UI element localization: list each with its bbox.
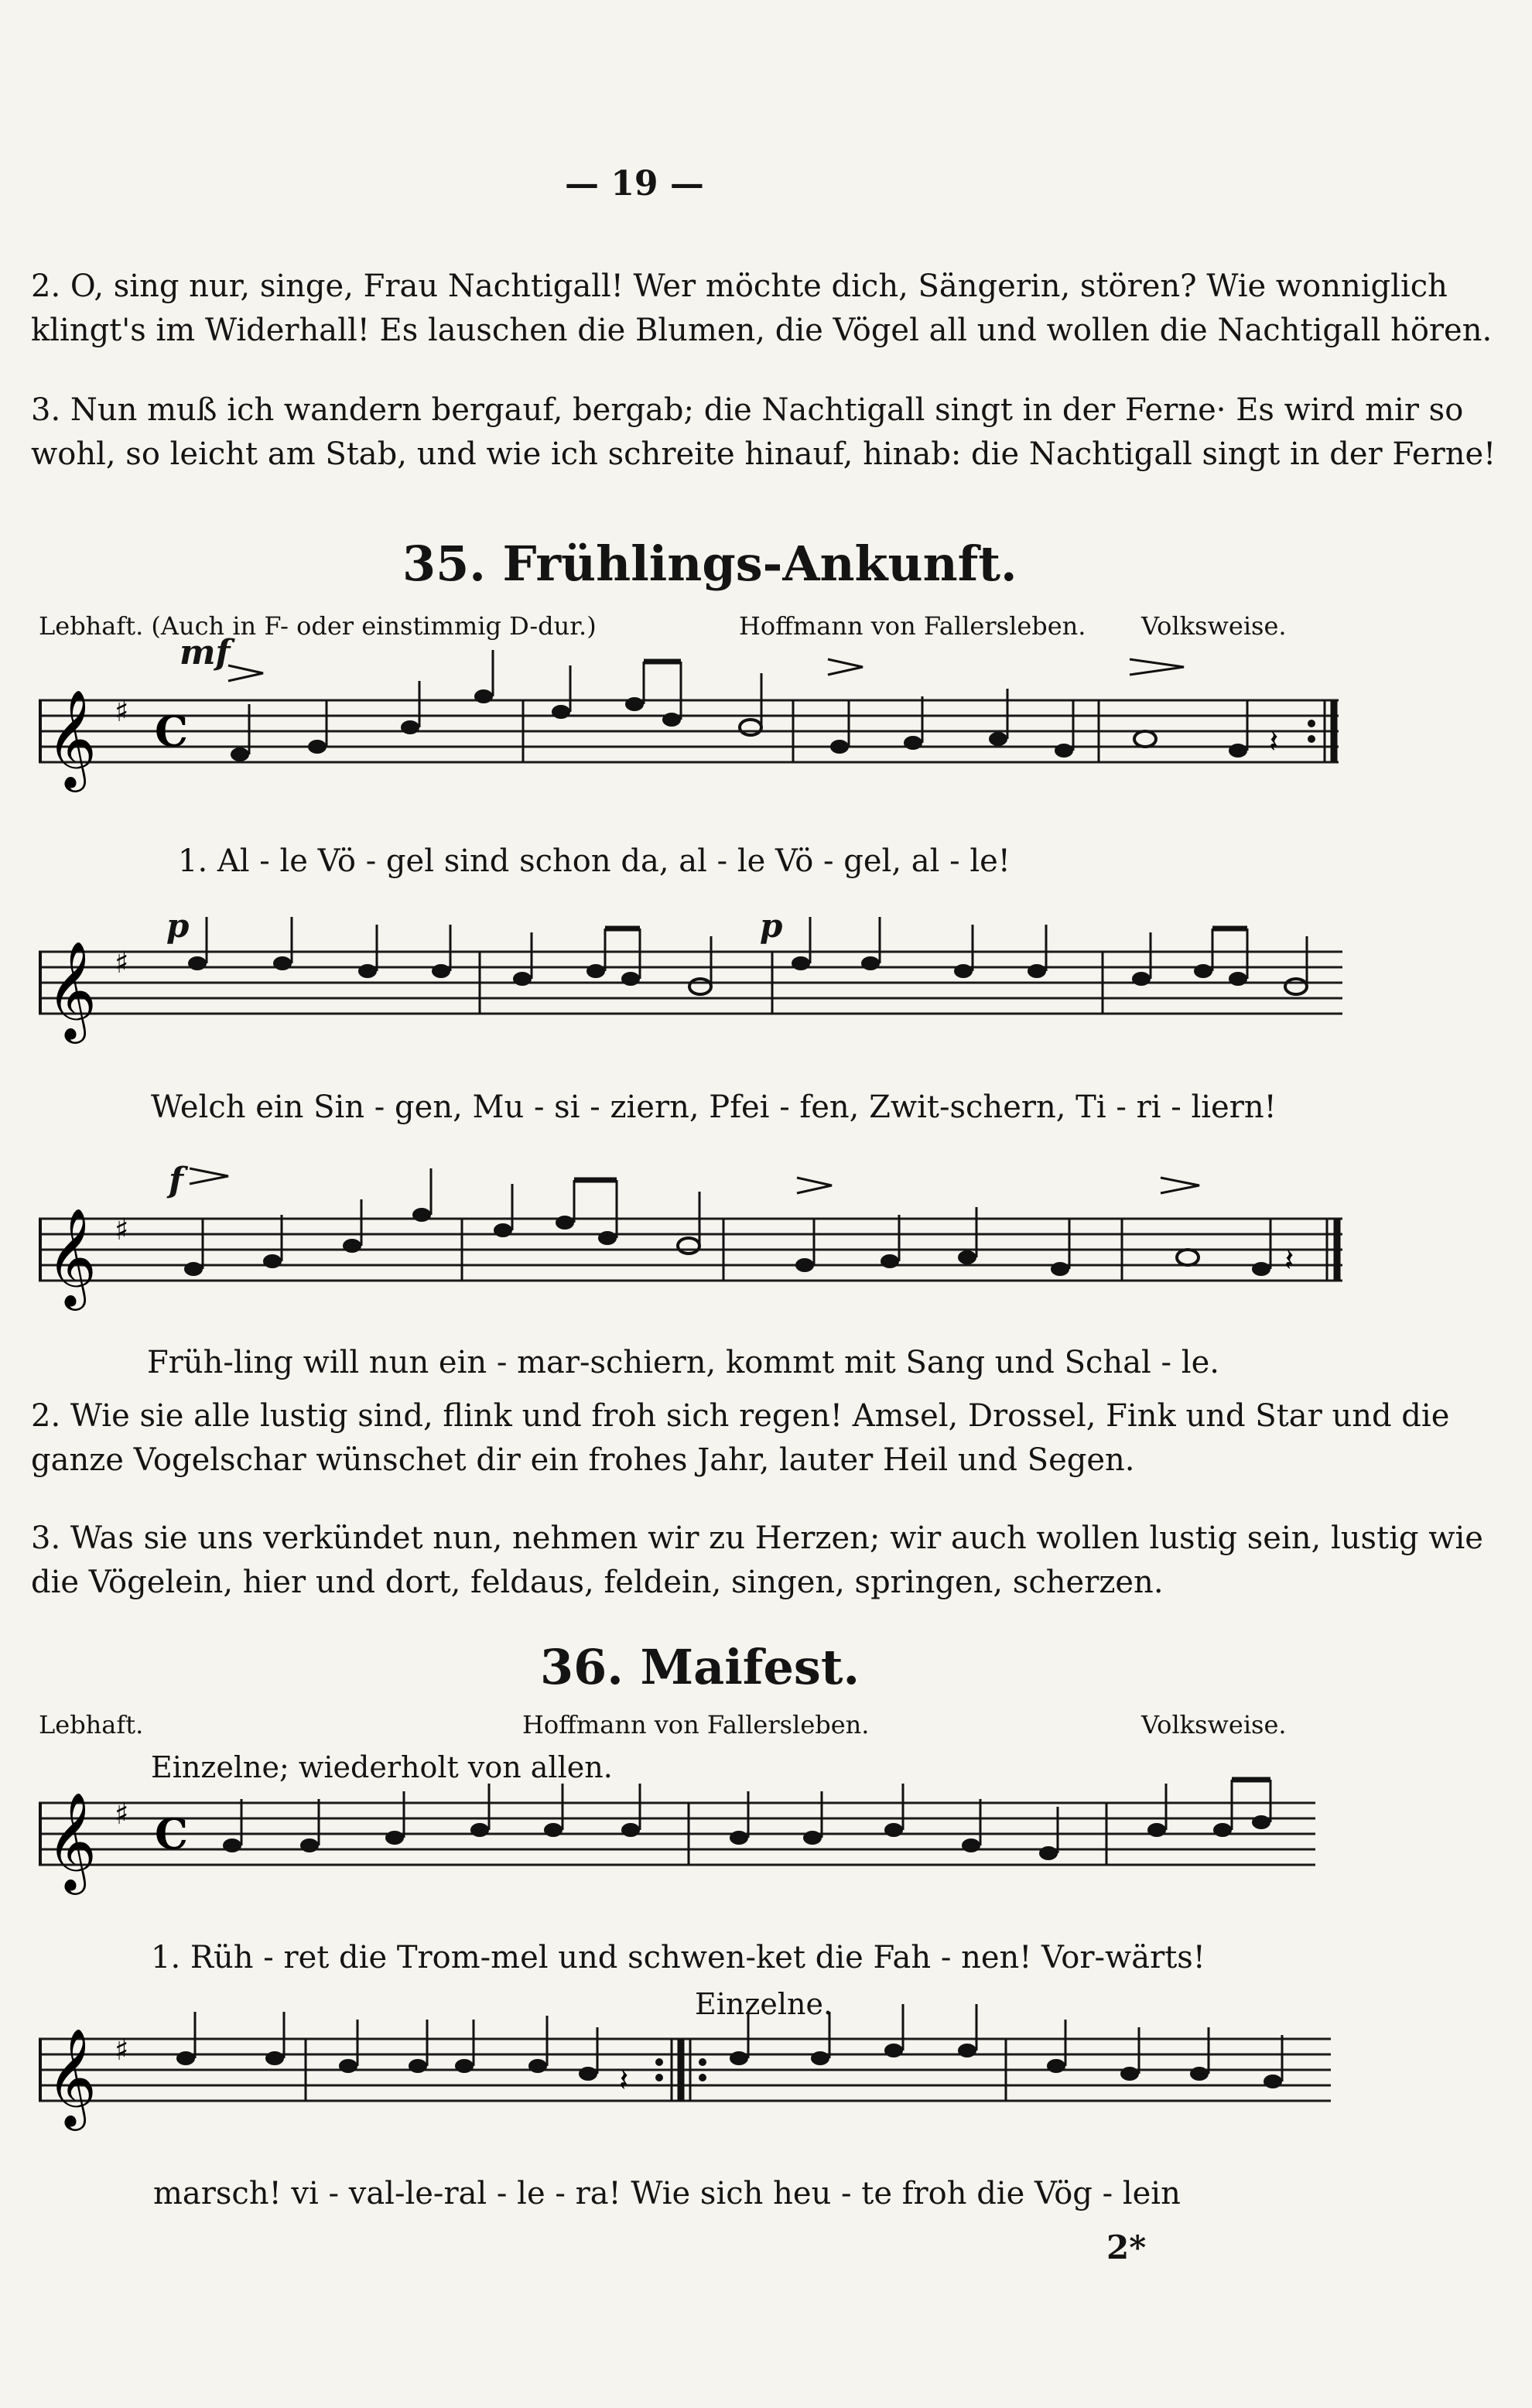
performance-instruction-1: Einzelne; wiederholt von allen. [151,1750,613,1784]
half-notes [678,1238,1199,1265]
lyrics-35-line-2: Welch ein Sin - gen, Mu - si - ziern, Pfei - fen, Zwit-schern, Ti - ri - liern! [151,1089,1277,1125]
rest-icon: 𝄽 [1284,1243,1294,1278]
song-36-title: 36. Maifest. [540,1639,860,1695]
notes [176,2044,1282,2088]
rest-icon: 𝄽 [619,2063,629,2098]
song-35-melody-source: Volksweise. [1141,611,1287,641]
staff-lines [39,1803,1315,1865]
song-36-melody-source: Volksweise. [1141,1710,1287,1739]
song-35-title: 35. Frühlings-Ankunft. [402,535,1017,592]
key-signature-sharp-icon: ♯ [115,1797,129,1831]
treble-clef-icon: 𝄞 [46,2027,97,2126]
music-staff-36-2 [0,2004,1532,2159]
half-notes [689,979,1307,994]
verse-2-spring: 2. Wie sie alle lustig sind, flink und froh sich regen! Amsel, Drossel, Fink und Star und die ganze Vogelschar wünschet dir ein frohes Jahr, lauter Heil und Segen. [31,1398,1450,1478]
music-staff-35-2 [0,917,1532,1072]
notes [223,1815,1270,1860]
accent-marks-icon [228,659,1184,681]
half-notes [740,720,1156,747]
music-staff-35-3 [0,1184,1532,1339]
signature-mark: 2* [1106,2228,1147,2266]
key-signature-sharp-icon: ♯ [115,1213,129,1247]
verse-2-nightingale: 2. O, sing nur, singe, Frau Nachtigall! Wer möchte dich, Sängerin, stören? Wie wonniglich klingt's im Widerhall! Es lauschen die Blumen, die Vögel all und wollen die Nachtigall hören. [31,269,1493,348]
song-36-poet: Hoffmann von Fallersleben. [522,1710,870,1739]
song-36-tempo: Lebhaft. [39,1710,144,1739]
staff-lines [39,1219,1342,1281]
verse-3-nightingale: 3. Nun muß ich wandern bergauf, bergab; die Nachtigall singt in der Ferne· Es wird mir so wohl, so leicht am Stab, und wie ich schreite hinauf, hinab: die Nachtigall singt in der Ferne! [31,392,1496,472]
lyrics-35-line-3: Früh-ling will nun ein - mar-schiern, kommt mit Sang und Schal - le. [147,1345,1219,1380]
key-signature-sharp-icon: ♯ [115,2033,129,2067]
verse-3-spring: 3. Was sie uns verkündet nun, nehmen wir zu Herzen; wir auch wollen lustig sein, lustig wie die Vögelein, hier und dort, feldaus, feldein, singen, springen, scherzen. [31,1520,1483,1600]
key-signature-sharp-icon: ♯ [115,694,129,728]
dynamic-p-2: p [760,907,783,945]
page-number: — 19 — [565,164,704,204]
dynamic-mf: mf [180,633,231,672]
key-signature-sharp-icon: ♯ [115,946,129,980]
performance-instruction-2: Einzelne. [695,1987,833,2021]
song-35-tempo: Lebhaft. (Auch in F- oder einstimmig D-dur.) [39,611,597,641]
treble-clef-icon: 𝄞 [46,940,97,1039]
music-staff-36-1 [0,1768,1532,1923]
dynamic-p-1: p [166,907,190,945]
lyrics-35-line-1: 1. Al - le Vö - gel sind schon da, al - le Vö - gel, al - le! [178,843,1011,879]
music-staff-35-1 [0,665,1532,820]
notes [188,956,1247,986]
dynamic-f: f [169,1161,183,1200]
lyrics-36-line-1: 1. Rüh - ret die Trom-mel und schwen-ket die Fah - nen! Vor-wärts! [151,1940,1205,1975]
treble-clef-icon: 𝄞 [46,689,97,788]
common-time-icon: C [155,1809,188,1859]
treble-clef-icon: 𝄞 [46,1207,97,1306]
rest-icon: 𝄽 [1269,724,1279,760]
song-35-poet: Hoffmann von Fallersleben. [739,611,1086,641]
lyrics-36-line-2: marsch! vi - val-le-ral - le - ra! Wie sich heu - te froh die Vög - lein [153,2176,1181,2211]
common-time-icon: C [155,706,188,756]
accent-marks-icon [190,1168,1199,1193]
treble-clef-icon: 𝄞 [46,1791,97,1890]
